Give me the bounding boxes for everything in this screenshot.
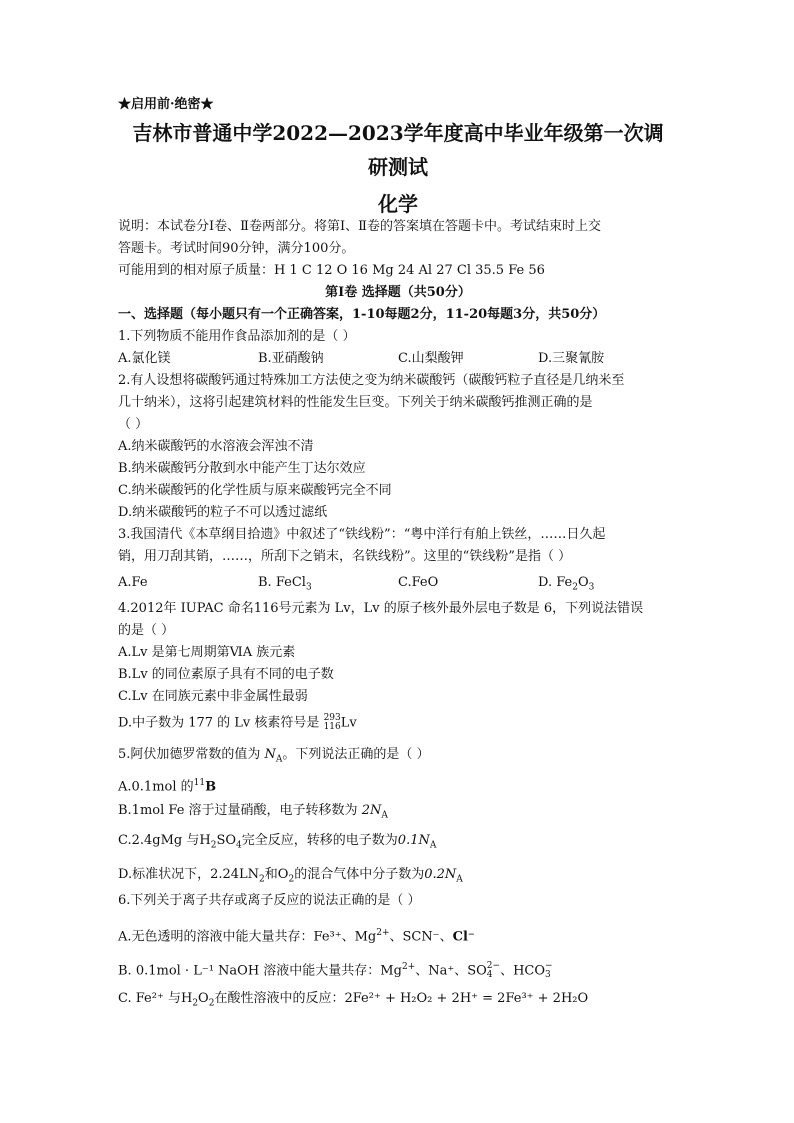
q2-option-a: A.纳米碳酸钙的水溶液会浑浊不清: [118, 439, 314, 454]
q2-option-c: C.纳米碳酸钙的化学性质与原来碳酸钙完全不同: [118, 483, 392, 498]
q1-option-d: D.三聚氰胺: [538, 351, 605, 366]
part1-heading: 第Ⅰ卷 选择题（共50分）: [325, 285, 471, 300]
q5-option-c-value-sub: A: [429, 840, 437, 851]
q2-stem-line2: 几十纳米），这将引起建筑材料的性能发生巨变。下列关于纳米碳酸钙推测正确的是: [118, 395, 593, 410]
q5-option-d-n2-sub: 2: [259, 874, 265, 885]
q6-option-b-text: B. 0.1mol · L⁻¹ NaOH 溶液中能大量共存：: [118, 963, 381, 979]
q4-option-a: A.Lv 是第七周期第ⅥA 族元素: [118, 645, 296, 660]
q1-stem: 1.下列物质不能用作食品添加剂的是（ ）: [118, 329, 356, 344]
q6-option-a-mg: Mg: [354, 929, 377, 945]
q4-option-d: [118, 714, 357, 733]
q6-option-b-hco-sup: −: [545, 960, 553, 971]
q6-option-b-mg: Mg: [380, 963, 402, 979]
exam-title-line1: 吉林市普通中学2022—2023学年度高中毕业年级第一次调: [132, 121, 664, 145]
q2-option-b: B.纳米碳酸钙分散到水中能产生丁达尔效应: [118, 461, 366, 476]
q5-option-d: [118, 866, 463, 889]
q3-option-b-prefix: B.: [258, 575, 272, 590]
q3-option-d-sub1: 2: [572, 582, 578, 593]
q6-option-c: [118, 990, 588, 1013]
subject-title: 化学: [378, 192, 418, 216]
q6-option-a-mg-sup: 2+: [376, 928, 390, 938]
q5-option-c: [118, 832, 436, 855]
q5-option-d-value: 0.2N: [424, 867, 457, 882]
q5-option-a-sup: 11: [193, 778, 206, 788]
q3-option-d-prefix: D.: [538, 575, 553, 590]
q5-option-a-text: A.0.1mol 的: [118, 779, 194, 795]
q2-stem-line3: （ ）: [118, 417, 149, 432]
q6-option-c-text: C. Fe²⁺ 与: [118, 991, 181, 1006]
q5-stem-a: 5.阿伏加德罗常数的值为: [118, 747, 261, 762]
q5-option-c-so: SO: [216, 833, 237, 848]
q6-option-b-hco-indices: [545, 962, 553, 980]
q4-option-c: C.Lv 在同族元素中非金属性最弱: [118, 689, 308, 704]
q3-option-d-fe: Fe: [556, 575, 573, 590]
q6-option-c-o-sub: 2: [208, 998, 215, 1009]
q3-option-b-subscript: 3: [305, 582, 312, 593]
q5-option-d-o2-sub: 2: [288, 874, 295, 885]
q5-option-c-text2: 完全反应，转移的电子数为: [241, 833, 398, 848]
q5-option-c-so-sub: 4: [236, 840, 242, 851]
q3-stem-line1: 3.我国清代《本草纲目拾遗》中叙述了“铁线粉”：“粤中洋行有舶上铁丝，……日久起: [118, 527, 606, 542]
q5-option-c-text1: C.2.4gMg 与: [118, 833, 200, 848]
exam-title-line2: 研测试: [368, 155, 428, 179]
q6-option-b-so-sup: 2−: [486, 960, 501, 971]
q3-option-d: [538, 574, 594, 597]
q5-option-b-sub: A: [381, 810, 388, 821]
q5-option-d-text1: D.标准状况下，2.24LN: [118, 867, 260, 882]
q5-option-c-h: H: [199, 833, 211, 848]
q5-option-d-value-sub: A: [456, 874, 463, 885]
q4-option-d-text: D.中子数为 177 的 Lv 核素符号是: [118, 715, 320, 731]
q6-option-c-equation: 2Fe²⁺ + H₂O₂ + 2H⁺ = 2Fe³⁺ + 2H₂O: [344, 991, 589, 1006]
q5-option-a: [118, 774, 216, 796]
q5-option-b-text: B.1mol Fe 溶于过量硝酸，电子转移数为: [118, 803, 358, 818]
instructions-line1: 说明：本试卷分Ⅰ卷、Ⅱ卷两部分。将第Ⅰ、Ⅱ卷的答案填在答题卡中。考试结束时上交: [118, 219, 601, 234]
q6-option-b-na: 、Na⁺、: [415, 963, 468, 979]
q5-stem-na: N: [264, 747, 276, 762]
q1-option-a: A.氯化镁: [118, 351, 171, 366]
instructions-line2: 答题卡。考试时间90分钟，满分100分。: [118, 241, 355, 256]
atomic-masses: 可能用到的相对原子质量：H 1 C 12 O 16 Mg 24 Al 27 Cl 35.5 Fe 56: [118, 263, 545, 278]
q6-option-a-cl: Cl⁻: [452, 929, 475, 945]
q6-option-a-text: A.无色透明的溶液中能大量共存：Fe³⁺、: [118, 929, 355, 945]
q1-option-c: C.山梨酸钾: [398, 351, 464, 366]
confidential-label: ★启用前·绝密★: [118, 97, 214, 112]
q6-option-b-hco-sub: 3: [545, 969, 551, 980]
q5-option-d-text2: 和O: [264, 867, 289, 882]
q3-option-b: [258, 574, 312, 597]
q5-option-a-symbol: B: [205, 779, 217, 795]
q4-atomic-number: 116: [323, 722, 341, 732]
q5-stem-b: 。下列说法正确的是（ ）: [282, 747, 430, 762]
q6-stem: 6.下列关于离子共存或离子反应的说法正确的是（ ）: [118, 893, 421, 908]
q6-option-c-h: H: [180, 991, 193, 1006]
q4-stem-line2: 的是（ ）: [118, 623, 175, 638]
q3-option-b-formula: FeCl: [275, 575, 306, 590]
q3-option-a: A.Fe: [118, 575, 148, 590]
q6-option-c-text2: 在酸性溶液中的反应：: [214, 991, 345, 1006]
q3-option-d-o: O: [577, 575, 589, 590]
q5-option-c-h-sub: 2: [210, 840, 217, 851]
q6-option-b-mg-sup: 2+: [401, 962, 416, 972]
q4-nuclide-symbol: Lv: [340, 715, 357, 731]
q6-option-b-so-sub: 4: [486, 969, 493, 980]
section-heading: 一、选择题（每小题只有一个正确答案，1-10每题2分，11-20每题3分，共50分）: [118, 307, 606, 322]
q4-option-b: B.Lv 的同位素原子具有不同的电子数: [118, 667, 334, 682]
q6-option-a: [118, 924, 475, 946]
q5-option-b-value: 2N: [361, 803, 382, 818]
q3-option-d-sub2: 3: [588, 582, 595, 593]
q5-option-c-value: 0.1N: [397, 833, 430, 848]
q5-option-d-text3: 的混合气体中分子数为: [294, 867, 425, 882]
q2-stem-line1: 2.有人设想将碳酸钙通过特殊加工方法使之变为纳米碳酸钙（碳酸钙粒子直径是几纳米至: [118, 373, 625, 388]
q6-option-c-h-sub: 2: [192, 998, 199, 1009]
q4-mass-number: 293: [323, 713, 341, 723]
q1-option-b: B.亚硝酸钠: [258, 351, 324, 366]
q5-stem-na-sub: A: [275, 754, 283, 765]
q6-option-b-so: SO: [467, 963, 487, 979]
q3-stem-line2: 销，用刀刮其销，……，所刮下之销末，名铁线粉”。这里的“铁线粉”是指（ ）: [118, 549, 572, 564]
q3-option-c: C.FeO: [398, 575, 439, 590]
q6-option-b: [118, 958, 553, 980]
q4-nuclide-numbers: [324, 714, 341, 732]
q6-option-c-o: O: [198, 991, 209, 1006]
q2-option-d: D.纳米碳酸钙的粒子不可以透过滤纸: [118, 505, 328, 520]
q5-stem: [118, 746, 430, 769]
q4-stem-line1: 4.2012年 IUPAC 命名116号元素为 Lv，Lv 的原子核外最外层电子数是 6，下列说法错误: [118, 601, 644, 616]
q6-option-a-rest: 、SCN⁻、: [389, 929, 453, 945]
q5-option-b: [118, 802, 388, 825]
q6-option-b-so-indices: [487, 962, 500, 980]
q6-option-b-sep: 、: [500, 963, 514, 979]
q6-option-b-hco: HCO: [513, 963, 546, 979]
